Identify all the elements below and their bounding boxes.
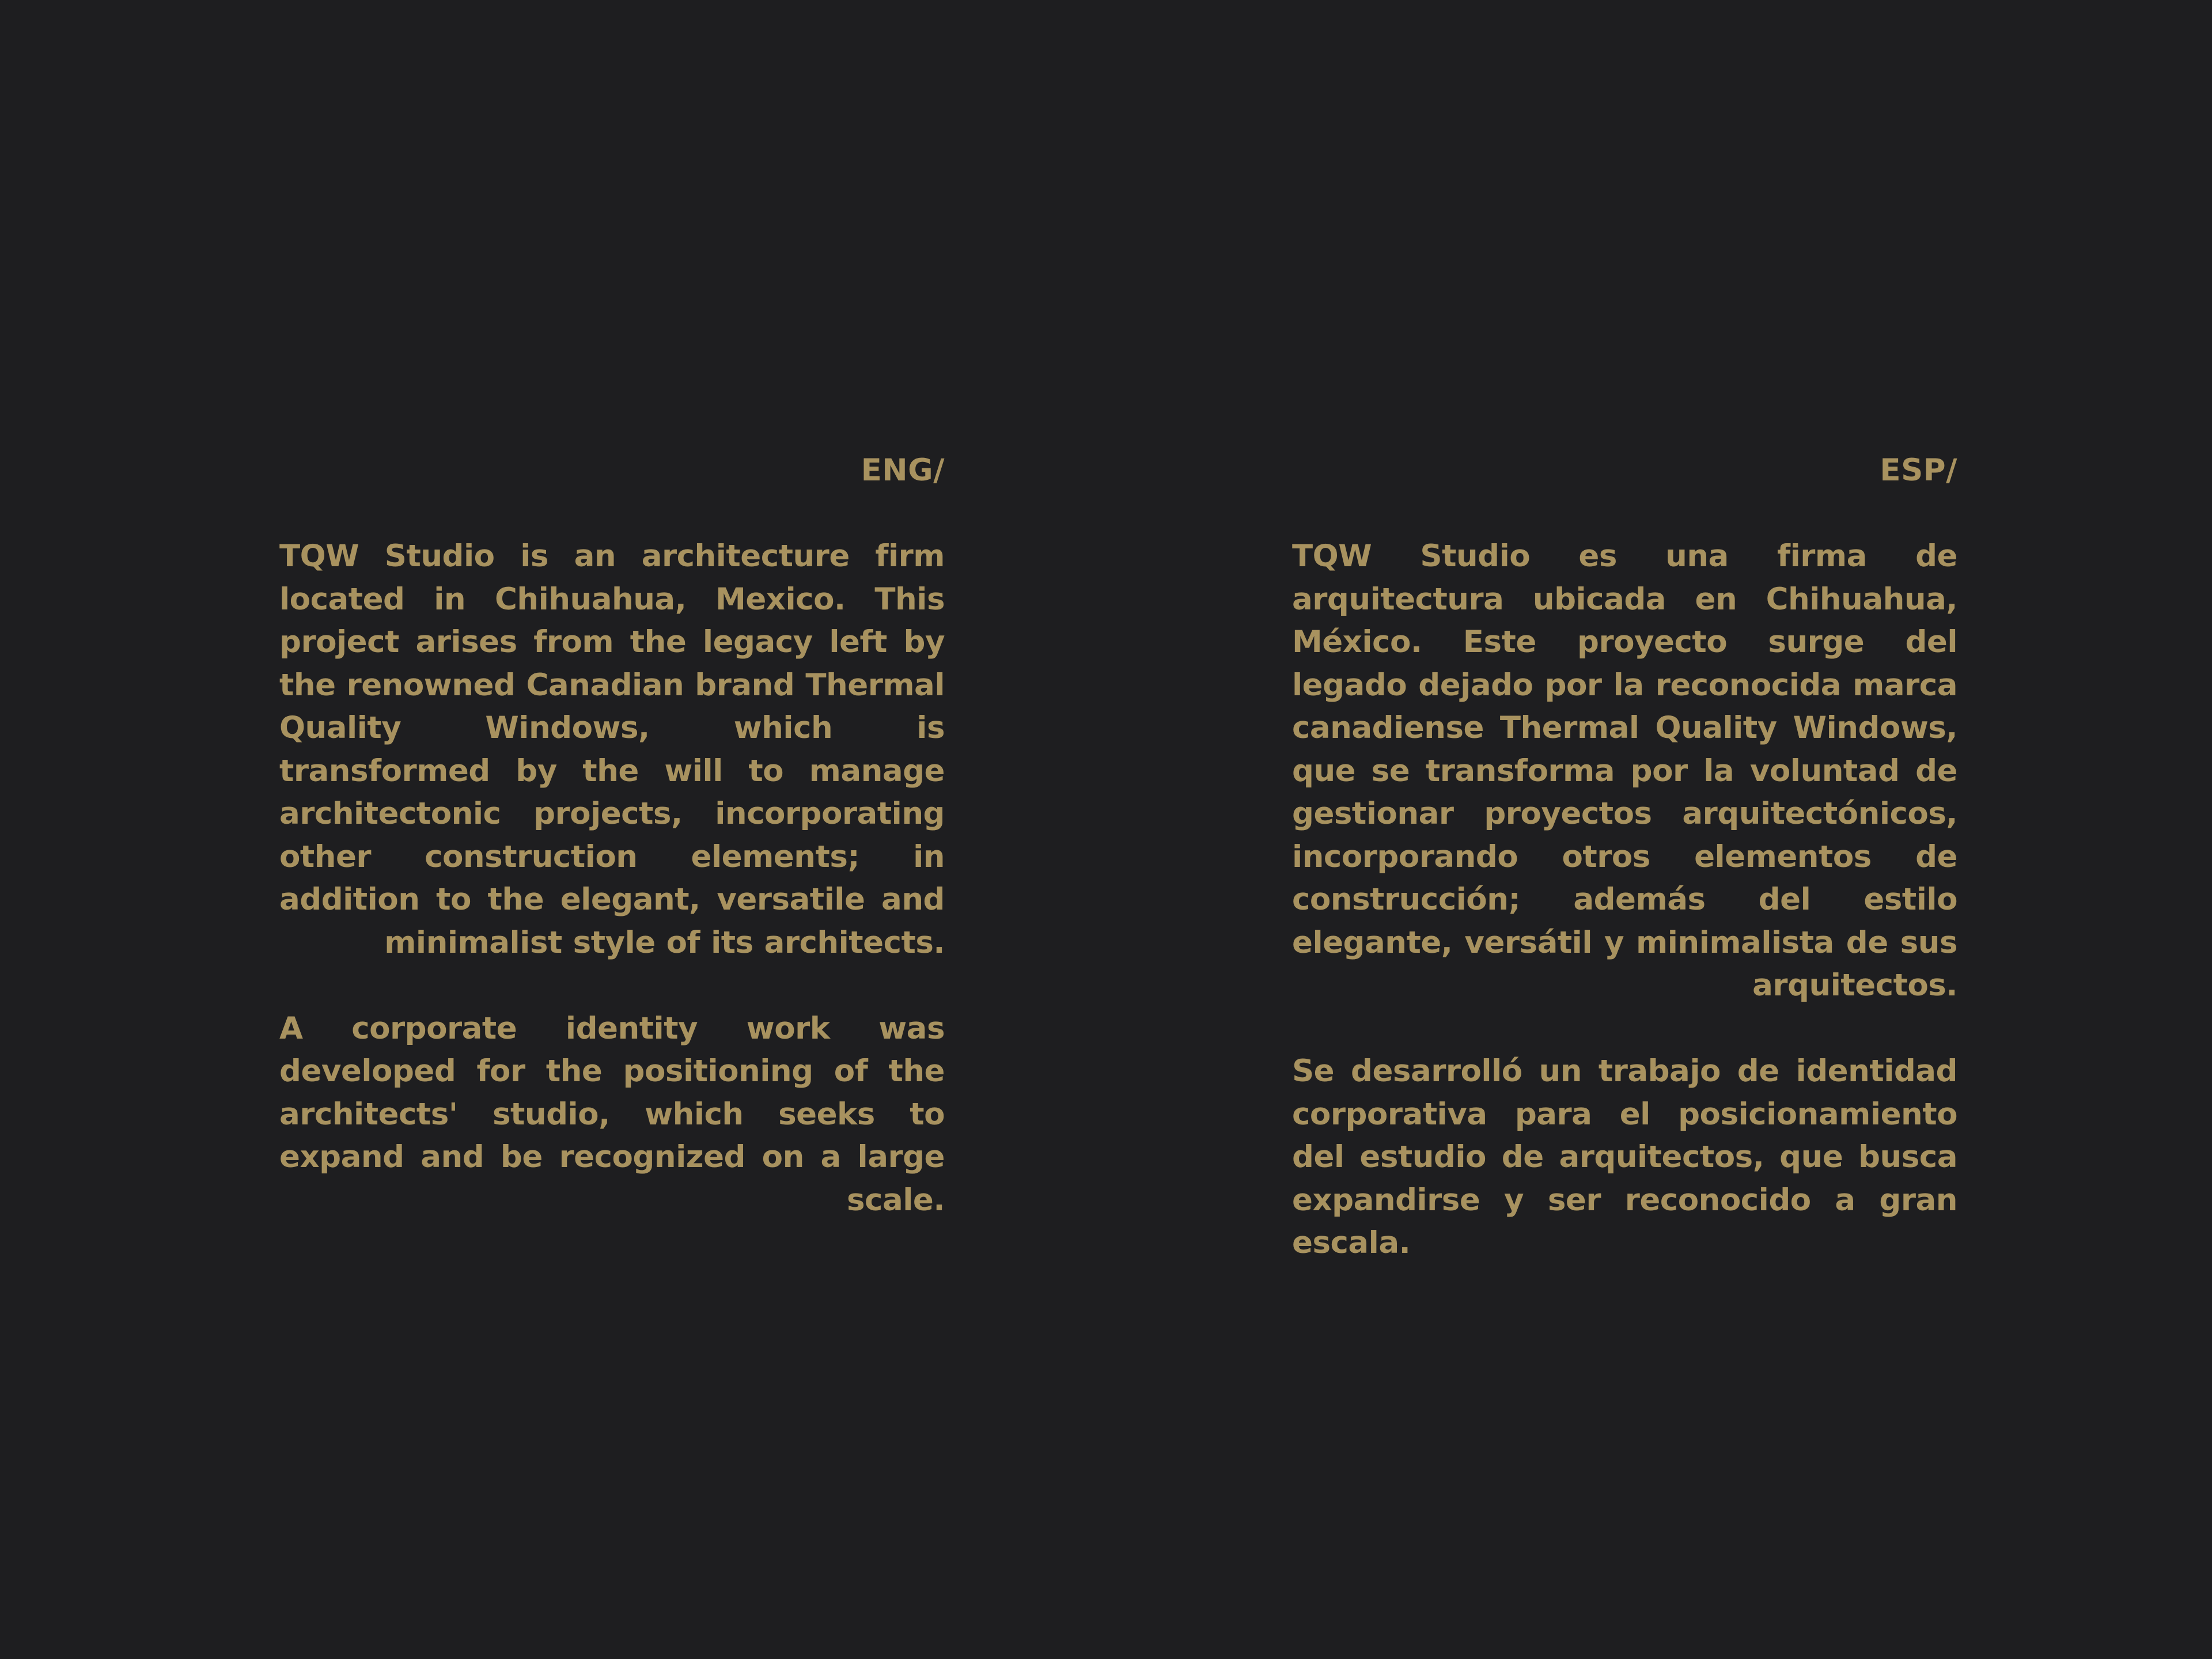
english-paragraph-2: A corporate identity work was developed for the positioning of the architects' studio, which seeks to expand and be recognized on a large scale. — [279, 1010, 945, 1218]
spanish-paragraph-1: TQW Studio es una firma de arquitectura ubicada en Chihuahua, México. Este proyecto surge del legado dejado por la reconocida marca canadiense Thermal Quality Windows, que se transforma por la voluntad de gestionar proyectos arquitectónicos, incorporando otros elementos de construcción; además del estilo elegante, versátil y minimalista de sus arquitectos. — [1292, 539, 1957, 1003]
english-language-label: ENG/ — [861, 453, 945, 488]
spanish-language-label: ESP/ — [1880, 453, 1957, 488]
spanish-column — [1292, 449, 1957, 1308]
english-column — [279, 449, 945, 1265]
english-paragraph-1: TQW Studio is an architecture firm located in Chihuahua, Mexico. This project arises from the legacy left by the renowned Canadian brand Thermal Quality Windows, which is transformed by the will to manage architectonic projects, incorporating other construction elements; in addition to the elegant, versatile and minimalist style of its architects. — [279, 539, 945, 960]
spanish-paragraph-2: Se desarrolló un trabajo de identidad corporativa para el posicionamiento del estudio de arquitectos, que busca expandirse y ser reconocido a gran escala. — [1292, 1054, 1957, 1260]
